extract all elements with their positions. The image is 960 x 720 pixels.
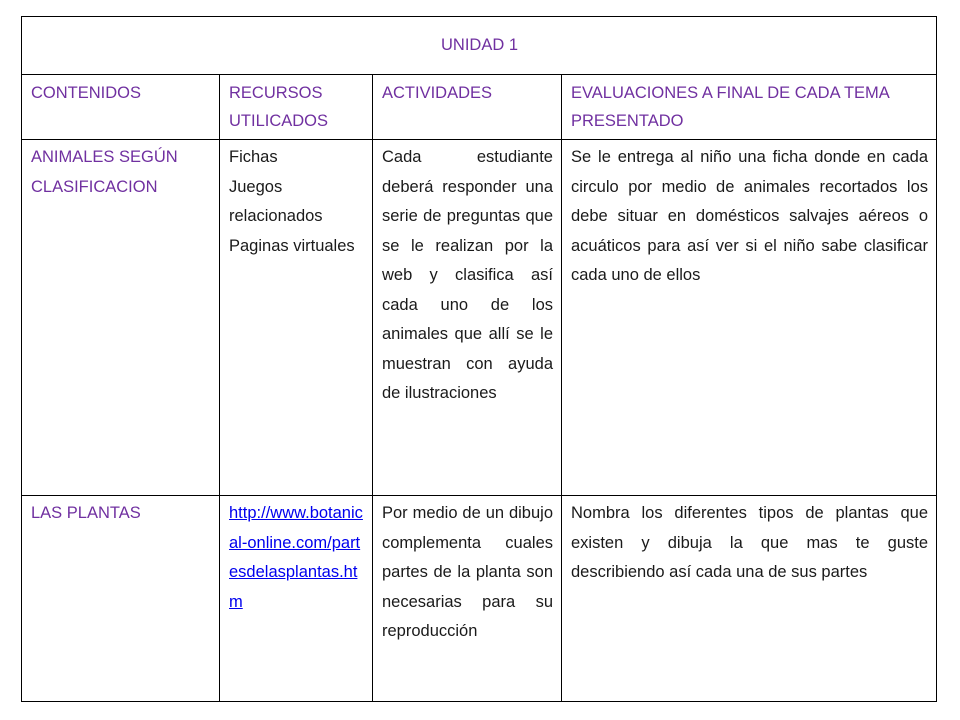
cell-contenido: LAS PLANTAS — [22, 496, 220, 702]
table-title: UNIDAD 1 — [22, 17, 937, 75]
resource-link[interactable]: http://www.botanical-online.com/partesdelasplantas.htm — [229, 504, 363, 611]
header-actividades: ACTIVIDADES — [373, 75, 562, 140]
cell-contenido: ANIMALES SEGÚN CLASIFICACION — [22, 140, 220, 496]
recurso-item: Juegos relacionados — [229, 177, 323, 225]
cell-evaluaciones: Se le entrega al niño una ficha donde en cada circulo por medio de animales recortados los debe situar en domésticos salvajes aéreos o acuáticos para así ver si el niño sabe clasificar cada uno de ellos — [562, 140, 937, 496]
cell-actividades: Cada estudiante deberá responder una serie de preguntas que se le realizan por la web y clasifica así cada uno de los animales que allí se le muestran con ayuda de ilustraciones — [373, 140, 562, 496]
header-contenidos: CONTENIDOS — [22, 75, 220, 140]
table-row — [22, 140, 937, 496]
header-evaluaciones: EVALUACIONES A FINAL DE CADA TEMA PRESENTADO — [562, 75, 937, 140]
recurso-item: Fichas — [229, 148, 278, 166]
header-recursos: RECURSOS UTILICADOS — [220, 75, 373, 140]
header-row — [22, 75, 937, 140]
cell-recursos — [220, 496, 373, 702]
title-row — [22, 17, 937, 75]
cell-actividades: Por medio de un dibujo complementa cuales partes de la planta son necesarias para su reproducción — [373, 496, 562, 702]
cell-evaluaciones: Nombra los diferentes tipos de plantas que existen y dibuja la que mas te guste describiendo así cada una de sus partes — [562, 496, 937, 702]
table-row — [22, 496, 937, 702]
recurso-item: Paginas virtuales — [229, 236, 355, 255]
unit-table — [21, 16, 937, 702]
cell-recursos — [220, 140, 373, 496]
